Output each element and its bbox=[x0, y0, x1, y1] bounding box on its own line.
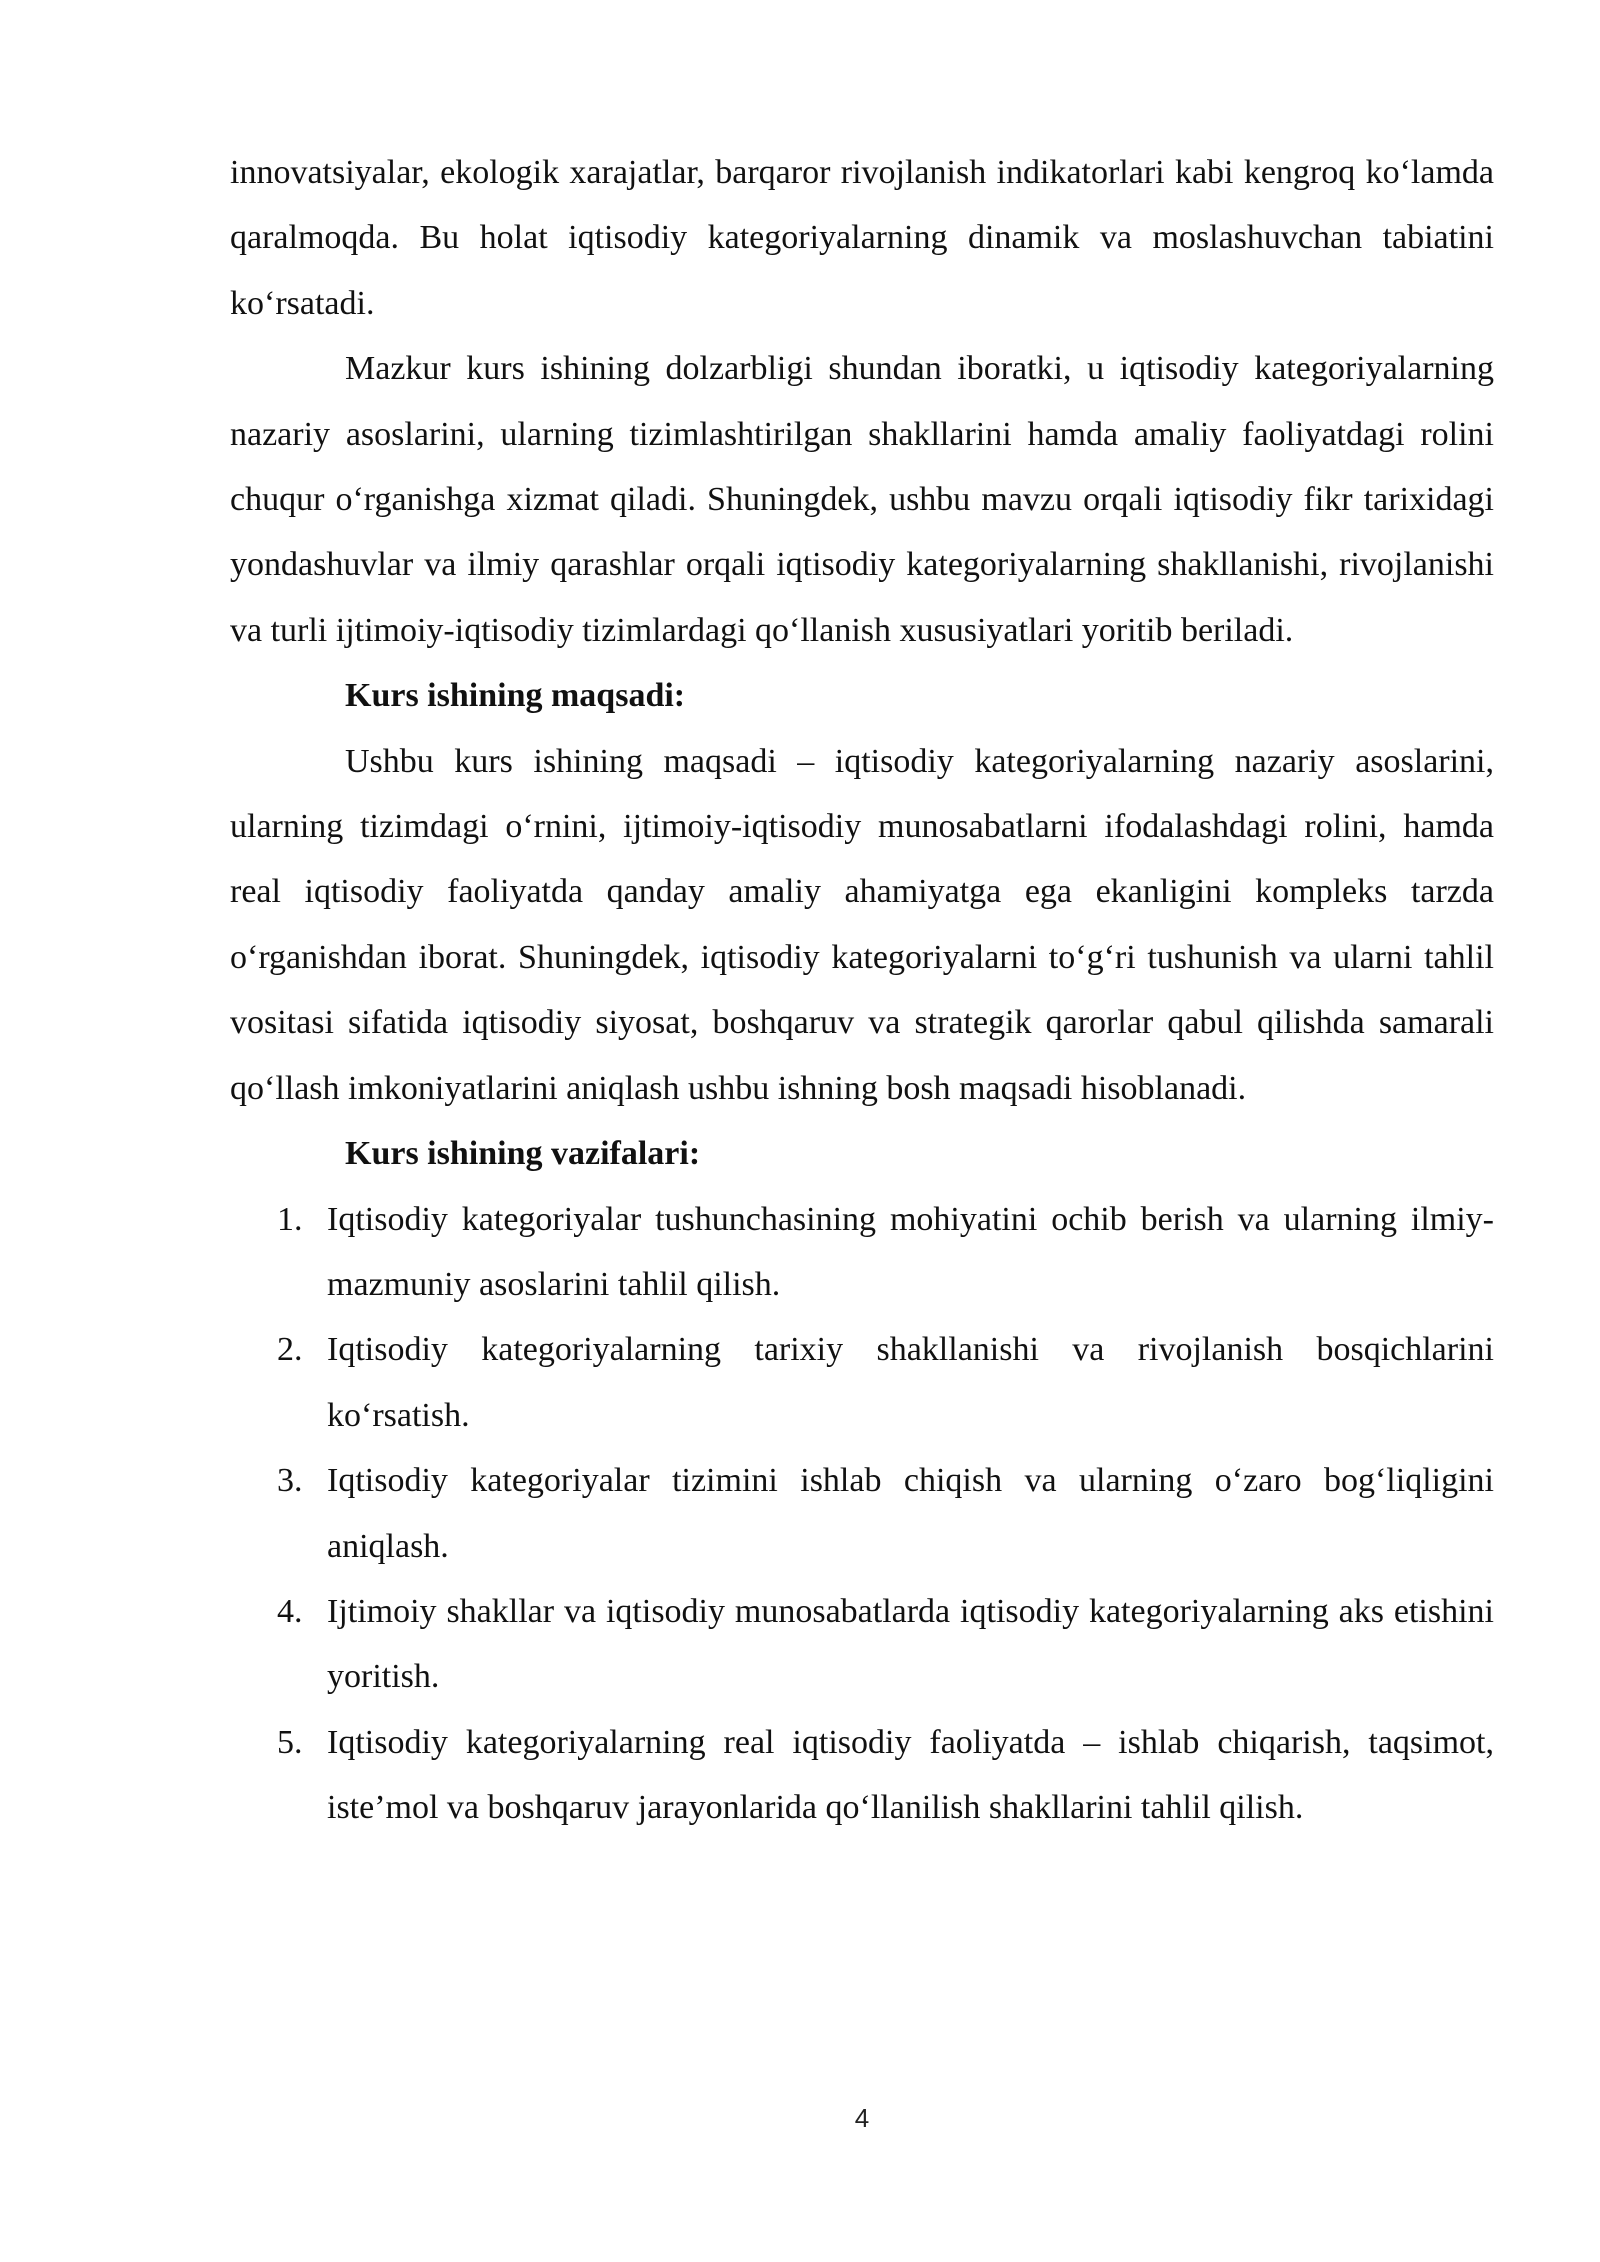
list-item-text: Iqtisodiy kategoriyalarning tarixiy shakllanishi va rivojlanish bosqichlarini ko‘rsatish. bbox=[327, 1331, 1494, 1434]
list-item-number: 2. bbox=[277, 1331, 303, 1369]
list-item-number: 3. bbox=[277, 1462, 303, 1500]
goal-paragraph: Ushbu kurs ishining maqsadi – iqtisodiy kategoriyalarning nazariy asoslarini, ularning tizimdagi o‘rnini, ijtimoiy-iqtisodiy munosabatlarni ifodalashdagi rolini, hamda real iqtisodiy faoliyatda qanday amaliy ahamiyatga ega ekanligini kompleks tarzda o‘rganishdan iborat. Shuningdek, iqtisodiy kategoriyalarni to‘g‘ri tushunish va ularni tahlil vositasi sifatida iqtisodiy siyosat, boshqaruv va strategik qarorlar qabul qilishda samarali qo‘llash imkoniyatlarini aniqlash ushbu ishning bosh maqsadi hisoblanadi. bbox=[230, 742, 1494, 1107]
list-item-number: 5. bbox=[277, 1723, 303, 1761]
page-number: 4 bbox=[854, 2103, 870, 2133]
list-item bbox=[230, 1187, 1494, 1318]
document-page bbox=[230, 140, 1494, 1841]
tasks-heading: Kurs ishining vazifalari: bbox=[345, 1135, 701, 1173]
list-item-text: Iqtisodiy kategoriyalarning real iqtisodiy faoliyatda – ishlab chiqarish, taqsimot, iste’mol va boshqaruv jarayonlarida qo‘llanilish shakllarini tahlil qilish. bbox=[327, 1723, 1494, 1827]
goal-heading: Kurs ishining maqsadi: bbox=[345, 677, 686, 715]
list-item-number: 1. bbox=[277, 1200, 303, 1238]
list-item-text: Iqtisodiy kategoriyalar tushunchasining mohiyatini ochib berish va ularning ilmiy-mazmuniy asoslarini tahlil qilish. bbox=[327, 1200, 1494, 1303]
list-item-number: 4. bbox=[277, 1592, 303, 1630]
list-item bbox=[230, 1579, 1494, 1710]
tasks-list bbox=[230, 1187, 1494, 1841]
relevance-paragraph: Mazkur kurs ishining dolzarbligi shundan iboratki, u iqtisodiy kategoriyalarning nazariy asoslarini, ularning tizimlashtirilgan shakllarini hamda amaliy faoliyatdagi rolini chuqur o‘rganishga xizmat qiladi. Shuningdek, ushbu mavzu orqali iqtisodiy fikr tarixidagi yondashuvlar va ilmiy qarashlar orqali iqtisodiy kategoriyalarning shakllanishi, rivojlanishi va turli ijtimoiy-iqtisodiy tizimlardagi qo‘llanish xususiyatlari yoritib beriladi. bbox=[230, 350, 1494, 649]
list-item bbox=[230, 1448, 1494, 1579]
intro-paragraph: innovatsiyalar, ekologik xarajatlar, barqaror rivojlanish indikatorlari kabi kengroq ko‘lamda qaralmoqda. Bu holat iqtisodiy kategoriyalarning dinamik va moslashuvchan tabiatini ko‘rsatadi. bbox=[230, 154, 1494, 322]
list-item bbox=[230, 1317, 1494, 1448]
list-item-text: Ijtimoiy shakllar va iqtisodiy munosabatlarda iqtisodiy kategoriyalarning aks etishini yoritish. bbox=[327, 1592, 1494, 1696]
list-item bbox=[230, 1710, 1494, 1841]
list-item-text: Iqtisodiy kategoriyalar tizimini ishlab chiqish va ularning o‘zaro bog‘liqligini aniqlash. bbox=[327, 1462, 1494, 1565]
